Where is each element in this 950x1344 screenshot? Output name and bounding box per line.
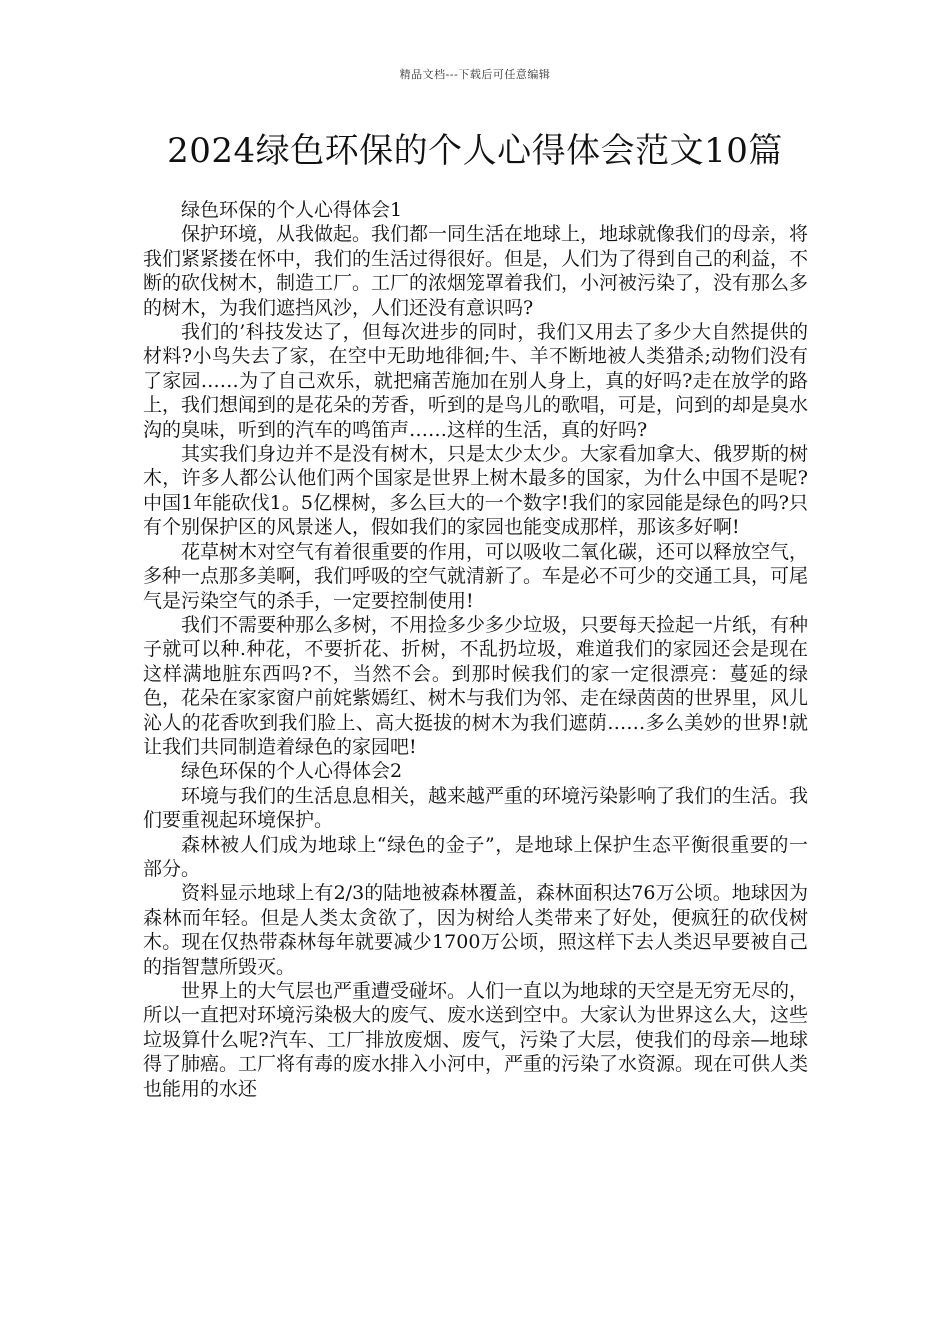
page-title: 2024绿色环保的个人心得体会范文10篇 [167,131,783,171]
paragraph: 森林被人们成为地球上“绿色的金子”，是地球上保护生态平衡很重要的一部分。 [143,833,808,880]
paragraph: 其实我们身边并不是没有树木，只是太少太少。大家看加拿大、俄罗斯的树木，许多人都公认他们两个国家是世界上树木最多的国家，为什么中国不是呢?中国1年能砍伐1。5亿棵树，多么巨大的一个数字!我们的家园能是绿色的吗?只有个别保护区的风景迷人，假如我们的家园也能变成那样，那该多好啊! [143,443,809,539]
document-body [143,198,808,1101]
paragraph: 保护环境，从我做起。我们都一同生活在地球上，地球就像我们的母亲，将我们紧紧搂在怀中，我们的生活过得很好。但是，人们为了得到自己的利益，不断的砍伐树木，制造工厂。工厂的浓烟笼罩着我们，小河被污染了，没有那么多的树木，为我们遮挡风沙，人们还没有意识吗? [143,223,809,319]
paragraph: 我们不需要种那么多树，不用捡多少多少垃圾，只要每天捡起一片纸，有种子就可以种.种花，不要折花、折树，不乱扔垃圾，难道我们的家园还会是现在这样满地脏东西吗?不，当然不会。到那时候我们的家一定很漂亮：蔓延的绿色，花朵在家家窗户前姹紫嫣红、树木与我们为邻、走在绿茵茵的世界里，风儿沁人的花香吹到我们脸上、高大挺拔的树木为我们遮荫……多么美妙的世界!就让我们共同制造着绿色的家园吧! [143,613,809,758]
paragraph: 环境与我们的生活息息相关，越来越严重的环境污染影响了我们的生活。我们要重视起环境保护。 [143,784,809,832]
header-note: 精品文档---下载后可任意编辑 [399,68,551,81]
section-heading: 绿色环保的个人心得体会2 [181,760,403,783]
paragraph: 花草树木对空气有着很重要的作用，可以吸收二氧化碳，还可以释放空气，多种一点那多美啊，我们呼吸的空气就清新了。车是必不可少的交通工具，可尾气是污染空气的杀手，一定要控制使用! [143,540,809,612]
paragraph: 世界上的大气层也严重遭受碰坏。人们一直以为地球的天空是无穷无尽的，所以一直把对环境污染极大的废气、废水送到空中。大家认为世界这么大，这些垃圾算什么呢?汽车、工厂排放废烟、废气，污染了大层，使我们的母亲—地球得了肺癌。工厂将有毒的废水排入小河中，严重的污染了水资源。现在可供人类也能用的水还 [143,980,809,1100]
paragraph: 我们的’科技发达了，但每次进步的同时，我们又用去了多少大自然提供的材料?小鸟失去了家，在空中无助地徘徊;牛、羊不断地被人类猎杀;动物们没有了家园……为了自己欢乐，就把痛苦施加在别人身上，真的好吗?走在放学的路上，我们想闻到的是花朵的芳香，听到的是鸟儿的歌唱，可是，问到的却是臭水沟的臭味，听到的汽车的鸣笛声……这样的生活，真的好吗? [143,321,809,441]
section-heading: 绿色环保的个人心得体会1 [181,199,403,221]
paragraph: 资料显示地球上有2/3的陆地被森林覆盖，森林面积达76万公顷。地球因为森林而年轻。但是人类太贪欲了，因为树给人类带来了好处，便疯狂的砍伐树木。现在仅热带森林每年就要减少1700万公顷，照这样下去人类迟早要被自己的指智慧所毁灭。 [143,882,808,978]
